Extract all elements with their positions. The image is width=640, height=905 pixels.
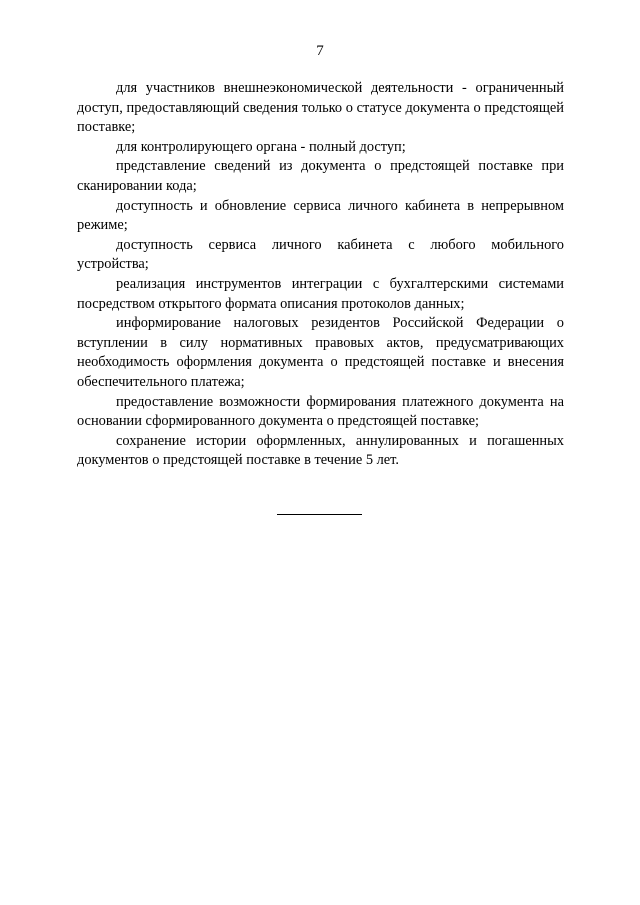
end-separator-line [277,514,362,515]
list-item-cabinet-availability: доступность и обновление сервиса личного кабинета в непрерывном режиме; [77,197,564,234]
list-item-accounting-integration: реализация инструментов интеграции с бухгалтерскими системами посредством открытого формата описания протоколов данных; [77,275,564,312]
list-item-external-trade-access: для участников внешнеэкономической деятельности - ограниченный доступ, предоставляющий сведения только о статусе документа о предстоящей поставке; [77,80,564,136]
list-item-tax-resident-notification: информирование налоговых резидентов Российской Федерации о вступлении в силу нормативных правовых актов, предусматривающих необходимость оформления документа о предстоящей поставке и внесения обеспечительного платежа; [77,315,564,390]
list-item-history-storage: сохранение истории оформленных, аннулированных и погашенных документов о предстоящей поставке в течение 5 лет. [77,432,564,469]
list-item-controlling-body-access: для контролирующего органа - полный доступ; [116,138,406,155]
list-item-code-scanning: представление сведений из документа о предстоящей поставке при сканировании кода; [77,158,564,194]
list-item-payment-document: предоставление возможности формирования платежного документа на основании сформированного документа о предстоящей поставке; [77,393,564,430]
document-body [77,79,564,471]
list-item-mobile-access: доступность сервиса личного кабинета с любого мобильного устройства; [77,236,564,273]
page-number: 7 [316,43,324,59]
